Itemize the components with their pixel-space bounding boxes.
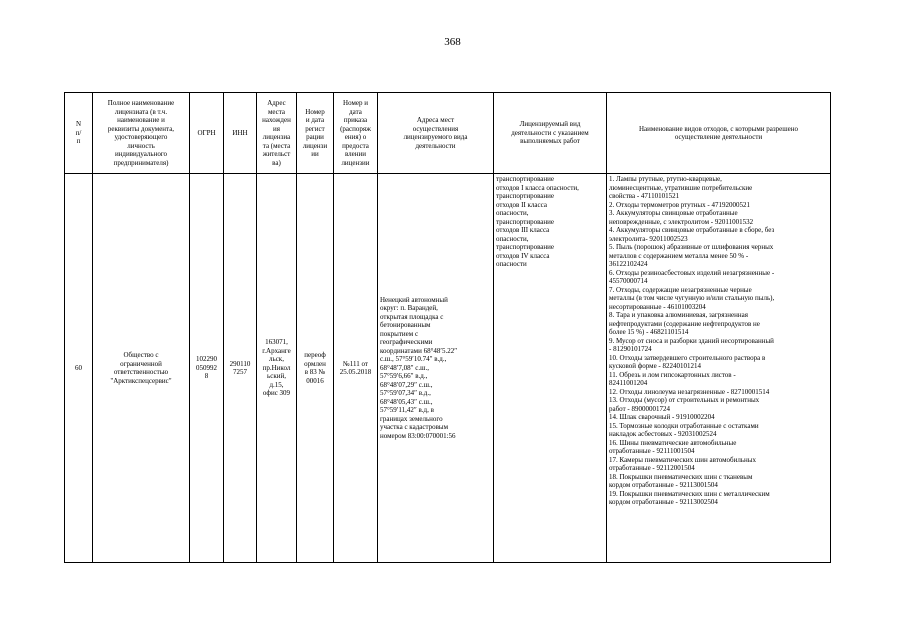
- license-registry-table: [64, 92, 831, 563]
- header-licensee-name: Полное наименование лицензиата (в т.ч. наименование и реквизиты документа, удостоверяющего личность индивидуального предпринимателя): [93, 93, 190, 174]
- registration-number-date: переоф ормлен в 83 № 00016: [297, 174, 334, 563]
- header-order-number-date: Номер и дата приказа (распоряж ения) о предоста влении лицензии: [334, 93, 378, 174]
- licensed-activity: транспортирование отходов I класса опасности, транспортирование отходов II класса опасности, транспортирование отходов III класса опасности, транспортирование отходов IV класса опасности: [494, 174, 607, 563]
- licensee-name: Общество с ограниченной ответственностью "Арктикспецсервис": [93, 174, 190, 563]
- header-registration-number-date: Номер и дата регист рации лицензи ии: [297, 93, 334, 174]
- order-number-date: №111 от 25.05.2018: [334, 174, 378, 563]
- ogrn-value: 102290 050992 8: [190, 174, 224, 563]
- row-number: 60: [65, 174, 93, 563]
- header-activity-addresses: Адреса мест осуществления лицензируемого вида деятельности: [378, 93, 494, 174]
- activity-address: Ненецкий автономный округ: п. Варандей, открытая площадка с бетонированным покрытием с географическими координатами 68°48′5.22″ с.ш., 57°59′10.74″ в.д., 68°48′7,08″ с.ш., 57°59′6,66″ в.д., 68°48′07,29″ с.ш., 57°59′07,34″ в.д., 68°48′05,43″ с.ш., 57°59′11,42″ в.д, в границах земельного участка с кадастровым номером 83:00:070001:56: [378, 174, 494, 563]
- table-row: [65, 174, 831, 563]
- waste-types-list: 1. Лампы ртутные, ртутно-кварцевые, люминесцентные, утратившие потребительские свойства - 47110101521 2. Отходы термометров ртутных - 47192000521 3. Аккумуляторы свинцовые отработанные неповрежденные, с электролитом - 92011001532 4. Аккумуляторы свинцовые отработанные в сборе, без электролита- 92011002523 5. Пыль (порошок) абразивные от шлифования черных металлов с содержанием металла менее 50 % - 36122102424 6. Отходы резиноасбестовых изделий незагрязненные - 45570000714 7. Отходы, содержащие незагрязненные черные металлы (в том числе чугунную и/или стальную пыль), несортированные - 46101003204 8. Тара и упаковка алюминиевая, загрязненная нефтепродуктами (содержание нефтепродуктов не более 15 %) - 46821101514 9. Мусор от сноса и разборки зданий несортированный - 81290101724 10. Отходы затвердевшего строительного раствора в кусковой форме - 82240101214 11. Обрезь и лом гипсокартонных листов - 82411001204 12. Отходы линолеума незагрязненные - 82710001514 13. Отходы (мусор) от строительных и ремонтных работ - 89000001724 14. Шлак сварочный - 91910002204 15. Тормозные колодки отработанные с остатками накладок асбестовых - 92031002524 16. Шины пневматические автомобильные отработанные - 92111001504 17. Камеры пневматических шин автомобильных отработанные - 92112001504 18. Покрышки пневматических шин с тканевым кордом отработанные - 92113001504 19. Покрышки пневматических шин с металлическим кордом отработанные - 92113002504: [607, 174, 831, 563]
- header-waste-types: Наименование видов отходов, с которыми разрешено осуществление деятельности: [607, 93, 831, 174]
- licensee-address: 163071, г.Арханге льск, пр.Никол ьский, д.15, офис 309: [257, 174, 297, 563]
- header-address: Адрес места нахожден ия лицензиа та (места жительст ва): [257, 93, 297, 174]
- header-ogrn: ОГРН: [190, 93, 224, 174]
- page-number: 368: [444, 36, 461, 48]
- header-number: N п/ п: [65, 93, 93, 174]
- table-header-row: [65, 93, 831, 174]
- header-licensed-activity: Лицензируемый вид деятельности с указанием выполняемых работ: [494, 93, 607, 174]
- inn-value: 290110 7257: [224, 174, 257, 563]
- header-inn: ИНН: [224, 93, 257, 174]
